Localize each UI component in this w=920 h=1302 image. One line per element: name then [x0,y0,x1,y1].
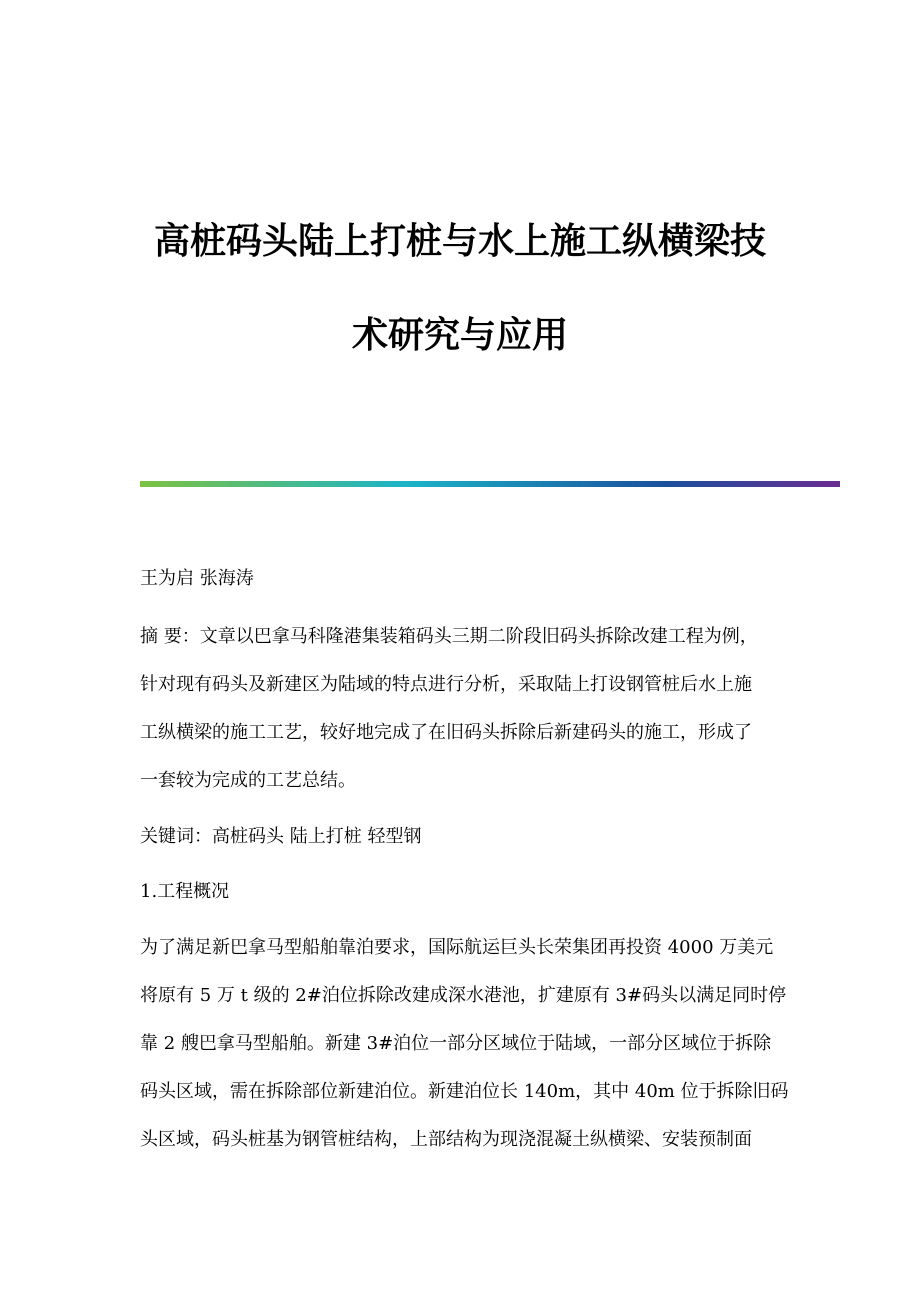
body-line: 为了满足新巴拿马型船舶靠泊要求，国际航运巨头长荣集团再投资 4000 万美元 [140,937,774,958]
authors: 王为启 张海涛 [140,568,254,589]
abstract-line: 摘 要：文章以巴拿马科隆港集装箱码头三期二阶段旧码头拆除改建工程为例， [140,626,758,647]
document-title-line-1: 高桩码头陆上打桩与水上施工纵横梁技 [153,221,766,262]
body-line: 头区域，码头桩基为钢管桩结构，上部结构为现浇混凝土纵横梁、安装预制面 [140,1129,752,1150]
section-heading: 1.工程概况 [140,881,230,902]
body-line: 码头区域，需在拆除部位新建泊位。新建泊位长 140m，其中 40m 位于拆除旧码 [140,1081,789,1102]
abstract-line: 工纵横梁的施工工艺，较好地完成了在旧码头拆除后新建码头的施工，形成了 [140,722,752,743]
body-line: 靠 2 艘巴拿马型船舶。新建 3#泊位一部分区域位于陆域，一部分区域位于拆除 [140,1033,772,1054]
abstract-line: 针对现有码头及新建区为陆域的特点进行分析，采取陆上打设钢管桩后水上施 [140,674,752,695]
document-title-line-2: 术研究与应用 [351,315,568,356]
keywords: 关键词：高桩码头 陆上打桩 轻型钢 [140,826,422,847]
gradient-divider [140,481,840,487]
body-line: 将原有 5 万 t 级的 2#泊位拆除改建成深水港池，扩建原有 3#码头以满足同时停 [140,985,787,1006]
abstract-line: 一套较为完成的工艺总结。 [140,770,356,791]
